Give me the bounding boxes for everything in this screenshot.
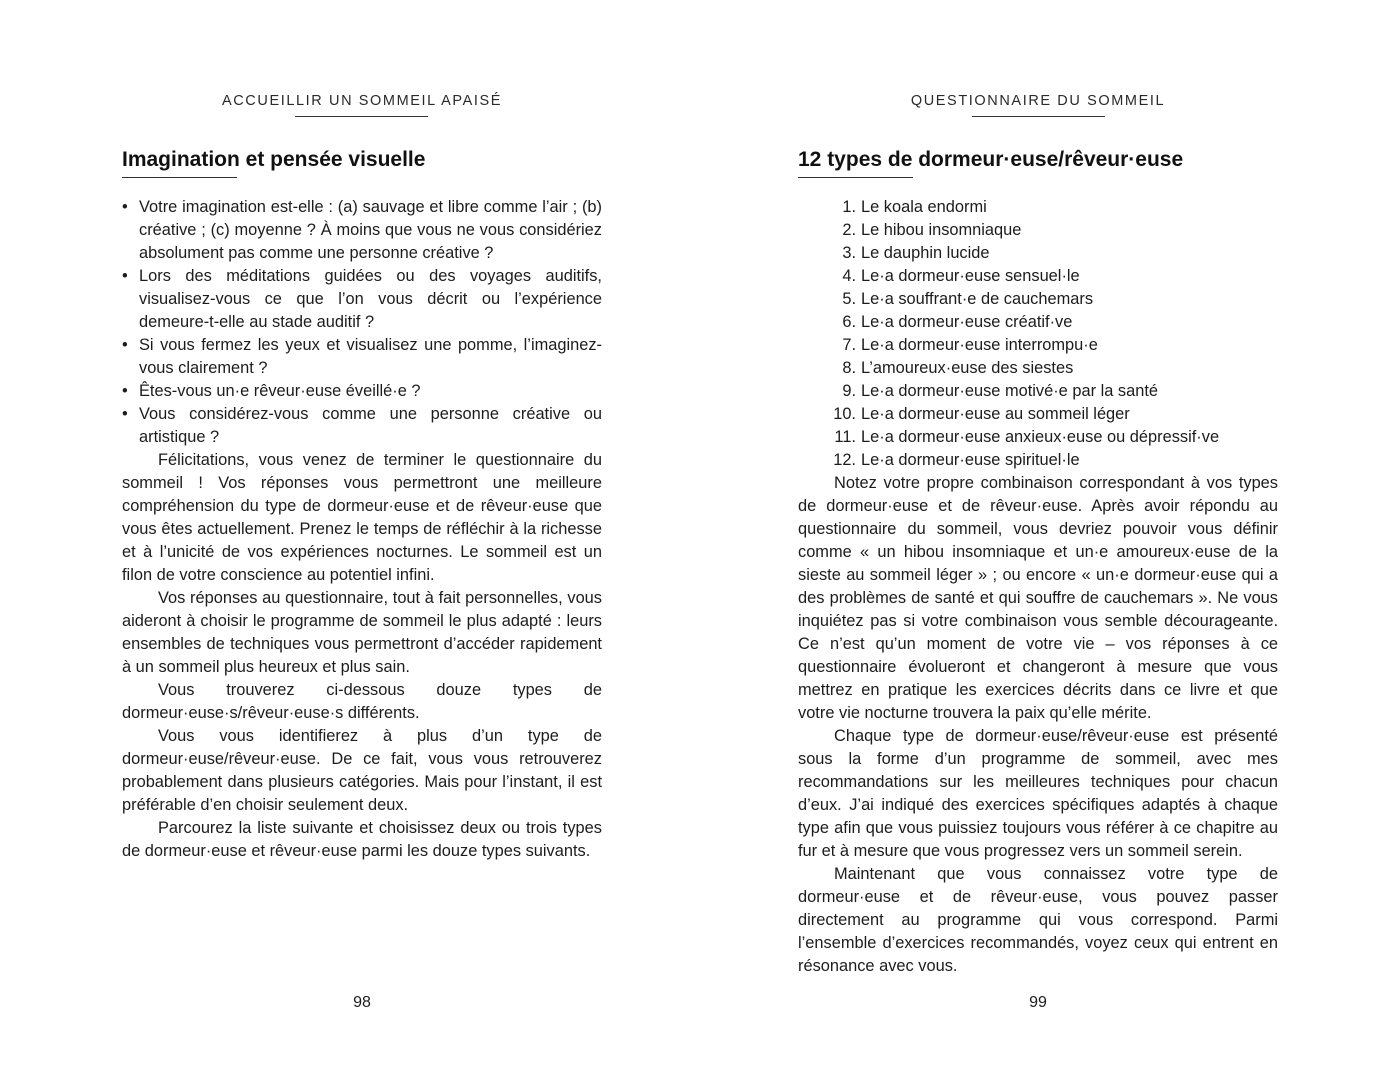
list-number: 4. — [842, 267, 856, 285]
bullet-list — [122, 196, 602, 449]
bullet-item: • Votre imagination est-elle : (a) sauvage et libre comme l’air ; (b) créative ; (c) moyenne ? À moins que vous ne vous considériez absolument pas comme une personne créative ? — [122, 196, 602, 265]
section-title-rule — [122, 177, 237, 178]
list-item-text: Le·a dormeur·euse créatif·ve — [861, 313, 1073, 331]
section-title: 12 types de dormeur·euse/rêveur·euse — [798, 148, 1184, 171]
section-title-rule — [798, 177, 913, 178]
paragraph: Maintenant que vous connaissez votre type de dormeur·euse et de rêveur·euse, vous pouvez passer directement au programme qui vous correspond. Parmi l’ensemble d’exercices recommandés, voyez ceux qui entrent en résonance avec vous. — [798, 865, 1278, 975]
list-number: 1. — [842, 198, 856, 216]
paragraph: Vous trouverez ci-dessous douze types de dormeur·euse·s/rêveur·euse·s différents. — [122, 681, 602, 722]
list-item — [798, 357, 1278, 380]
list-item-text: Le·a dormeur·euse anxieux·euse ou dépressif·ve — [861, 428, 1220, 446]
list-item — [798, 334, 1278, 357]
list-number: 9. — [842, 382, 856, 400]
bullet-item: • Vous considérez-vous comme une personne créative ou artistique ? — [122, 403, 602, 449]
list-item-text: Le·a dormeur·euse interrompu·e — [861, 336, 1098, 354]
list-number: 2. — [842, 221, 856, 239]
list-item-text: Le dauphin lucide — [861, 244, 990, 262]
list-item — [798, 242, 1278, 265]
list-number: 10. — [833, 405, 856, 423]
paragraph: Vos réponses au questionnaire, tout à fait personnelles, vous aideront à choisir le programme de sommeil le plus adapté : leurs ensembles de techniques vous permettront d’accéder rapidement à un sommeil plus heureux et plus sain. — [122, 589, 602, 676]
list-item — [798, 265, 1278, 288]
list-number: 3. — [842, 244, 856, 262]
list-number: 8. — [842, 359, 856, 377]
running-head-rule — [295, 116, 428, 117]
list-number: 12. — [833, 451, 856, 469]
page-number: 99 — [1029, 994, 1047, 1011]
running-head: QUESTIONNAIRE DU SOMMEIL — [910, 93, 1166, 109]
list-number: 6. — [842, 313, 856, 331]
list-item — [798, 196, 1278, 219]
bullet-item: • Lors des méditations guidées ou des voyages auditifs, visualisez-vous ce que l’on vous décrit ou l’expérience demeure-t-elle au stade auditif ? — [122, 265, 602, 334]
right-body-text — [798, 196, 1278, 978]
list-number: 7. — [842, 336, 856, 354]
list-number: 11. — [834, 428, 856, 446]
paragraph: Chaque type de dormeur·euse/rêveur·euse est présenté sous la forme d’un programme de sommeil, avec mes recommandations sur les meilleures techniques pour chacun d’eux. J’ai indiqué des exercices spécifiques adaptés à chaque type afin que vous puissiez toujours vous référer à ce chapitre au fur et à mesure que vous progressez vers un sommeil serein. — [798, 727, 1278, 860]
list-item-text: Le·a dormeur·euse motivé·e par la santé — [861, 382, 1159, 400]
bullet-item: • Êtes-vous un·e rêveur·euse éveillé·e ? — [122, 380, 602, 403]
bullet-item: • Si vous fermez les yeux et visualisez une pomme, l’imaginez-vous clairement ? — [122, 334, 602, 380]
running-head-rule — [972, 116, 1105, 117]
paragraph: Vous vous identifierez à plus d’un type de dormeur·euse/rêveur·euse. De ce fait, vous vous retrouverez probablement dans plusieurs catégories. Mais pour l’instant, il est préférable d’en choisir seulement deux. — [122, 727, 602, 814]
running-head: ACCUEILLIR UN SOMMEIL APAISÉ — [221, 93, 503, 109]
list-item — [798, 403, 1278, 426]
paragraph: Parcourez la liste suivante et choisissez deux ou trois types de dormeur·euse et rêveur·euse parmi les douze types suivants. — [122, 819, 602, 860]
list-item — [798, 311, 1278, 334]
page-number: 98 — [353, 994, 371, 1011]
paragraph: Félicitations, vous venez de terminer le questionnaire du sommeil ! Vos réponses vous permettront une meilleure compréhension du type de dormeur·euse et de rêveur·euse que vous êtes actuellement. Prenez le temps de réfléchir à la richesse et à l’unicité de vos expériences nocturnes. Le sommeil est un filon de votre conscience au potentiel infini. — [122, 451, 602, 584]
list-item — [798, 219, 1278, 242]
section-title: Imagination et pensée visuelle — [122, 148, 426, 171]
list-item-text: Le·a dormeur·euse spirituel·le — [861, 451, 1080, 469]
list-number: 5. — [842, 290, 856, 308]
numbered-list — [798, 196, 1278, 472]
paragraph: Notez votre propre combinaison correspondant à vos types de dormeur·euse et de rêveur·euse. Après avoir répondu au questionnaire du sommeil, vous devriez pouvoir vous définir comme « un hibou insomniaque et un·e amoureux·euse de la sieste au sommeil léger » ; ou encore « un·e dormeur·euse qui a des problèmes de santé et qui souffre de cauchemars ». Ne vous inquiétez pas si votre combinaison vous semble décourageante. Ce n’est qu’un moment de votre vie – vos réponses à ce questionnaire évolueront et changeront à mesure que vous mettrez en pratique les exercices décrits dans ce livre et que votre vie nocturne trouvera la paix qu’elle mérite. — [798, 474, 1278, 722]
list-item-text: Le·a dormeur·euse sensuel·le — [861, 267, 1080, 285]
list-item-text: Le·a souffrant·e de cauchemars — [861, 290, 1094, 308]
list-item-text: Le koala endormi — [861, 198, 987, 216]
left-body-text — [122, 196, 602, 863]
list-item — [798, 449, 1278, 472]
list-item-text: Le·a dormeur·euse au sommeil léger — [861, 405, 1130, 423]
list-item-text: Le hibou insomniaque — [861, 221, 1022, 239]
list-item — [798, 380, 1278, 403]
list-item — [798, 426, 1278, 449]
list-item — [798, 288, 1278, 311]
list-item-text: L’amoureux·euse des siestes — [861, 359, 1074, 377]
right-page — [700, 0, 1400, 1075]
